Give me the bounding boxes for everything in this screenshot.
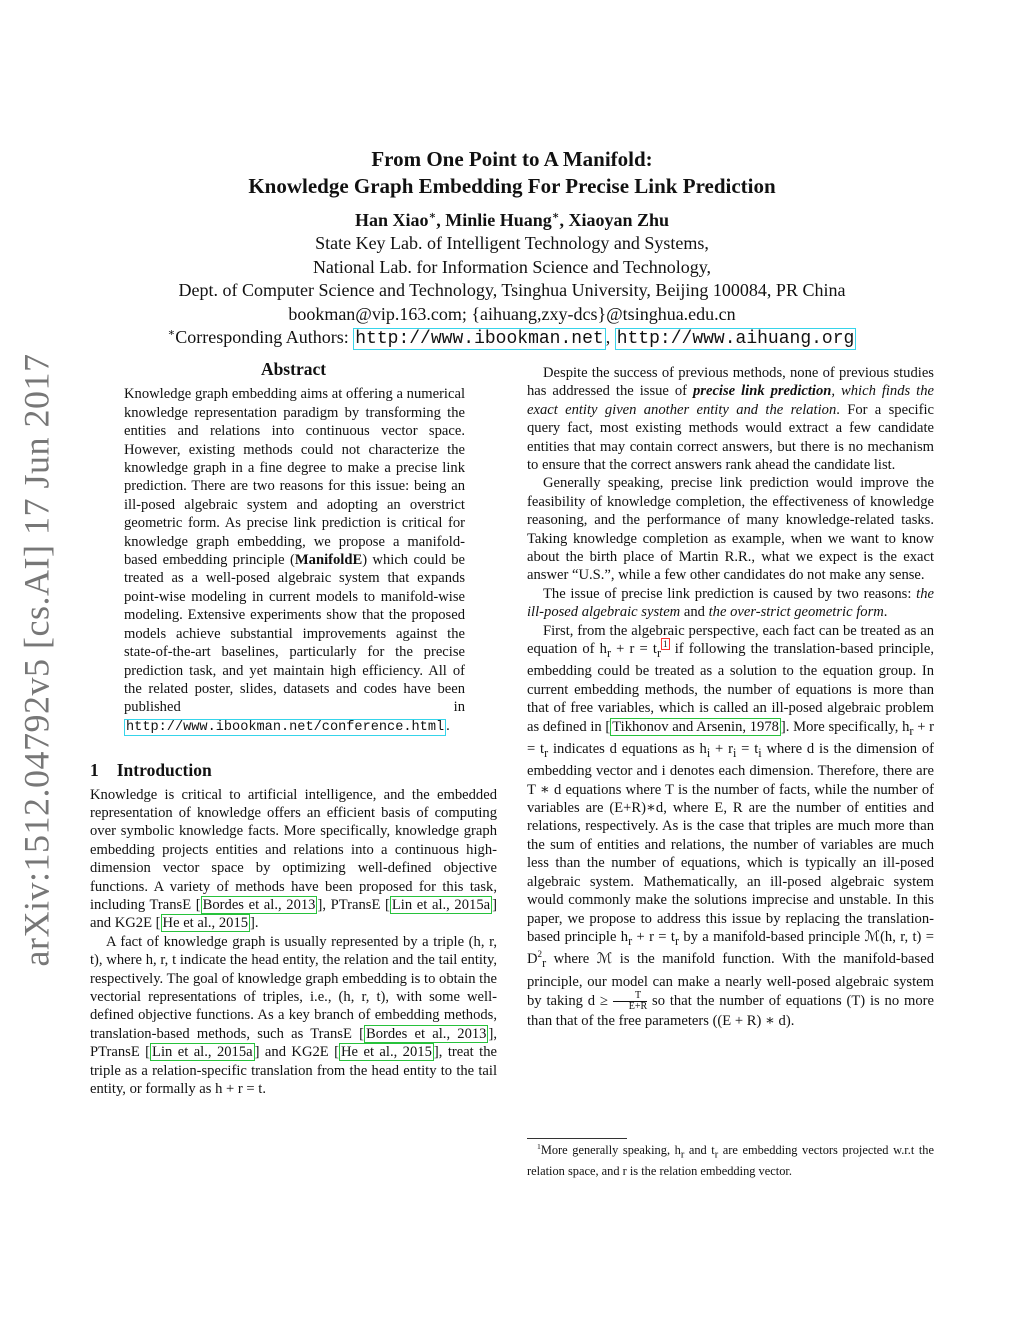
citation-bordes-2[interactable]: Bordes et al., 2013 <box>365 1025 487 1042</box>
right-paragraph-3: The issue of precise link prediction is caused by two reasons: the ill-posed algebraic system and the over-strict geometric form. <box>527 585 934 621</box>
paper-header <box>80 146 944 352</box>
corresponding-authors: ∗Corresponding Authors: http://www.ibookman.net , http://www.aihuang.org <box>167 327 855 349</box>
intro-paragraph-2: A fact of knowledge graph is usually represented by a triple (h, r, t), where h, r, t indicate the head entity, the relation and the tail entity, respectively. The goal of knowledge graph embedding is to obtain the vectorial representations of triples, i.e., (h, r, t), with some well-defined objective functions. As a key branch of embedding methods, translation-based methods, such as TransE [ Bordes et al., 2013 ], PTransE [ Lin et al., 2015a ] and KG2E [ He et al., 2015 ], treat the triple as a relation-specific translation from the head entity to the tail entity, or formally as h + r = t. <box>90 933 497 1098</box>
url-aihuang[interactable]: http://www.aihuang.org <box>616 329 855 349</box>
right-paragraph-1: Despite the success of previous methods, none of previous studies has addressed the issue of precise link prediction, which finds the exact entity given another entity and the relation. For a specific query fact, most existing methods would extract a few candidate entities that may contain correct answers, but there is no mechanism to ensure that the correct answers rank ahead the candidate list. <box>527 365 934 474</box>
right-paragraph-2: Generally speaking, precise link prediction would improve the feasibility of knowledge completion, the effectiveness of knowledge reasoning, and the performance of many knowledge-related tasks. Taking knowledge completion as example, when we want to know about the birth place of Martin R.R., what we expect is the exact answer “U.S.”, while a few other candidates do not make any sense. <box>527 475 934 584</box>
intro-paragraph-1: Knowledge is critical to artificial intelligence, and the embedded representation of knowledge offers an efficient basis of computing over symbolic knowledge facts. More specifically, knowledge graph embedding projects entities and relations into a continuous high-dimension vector space by optimizing well-defined objective functions. A variety of methods have been proposed for this task, including TransE [ Bordes et al., 2013 ], PTransE [ Lin et al., 2015a ] and KG2E [ He et al., 2015 ]. <box>90 786 497 932</box>
abstract-heading: Abstract <box>260 359 327 379</box>
affiliation-1: State Key Lab. of Intelligent Technology and Systems, <box>315 233 709 253</box>
right-paragraph-4: First, from the algebraic perspective, each fact can be treated as an equation of $h_r + r = t_r^1$ if following the translation-based principle, embedding could be treated as a solution to the equation group. In current embedding methods, the number of equations is more than that of free variables, which is called an ill-posed algebraic problem as defined in [ Tikhonov and Arsenin, 1978 ]. More specifically, $h_r + r = t_r$ indicates d equations as $h_i + r_i = t_i$ where d is the dimension of embedding vector and i denotes each dimension. Therefore, there are T ∗ d equations where T is the number of facts, while the number of variables are (E+R)∗d, where E, R are the number of entities and relations, respectively. As is the case that triples are much more than the sum of entities and relations, the number of variables are much less than the number of equations, which is typically an ill-posed algebraic system. Mathematically, an ill-posed algebraic system would commonly make the solutions imprecise and unstable. In this paper, we propose to address this issue by replacing the translation-based principle $h_r + r = t_r$ by a manifold-based principle ℳ(h, r, $t) = D^2_r$ where ℳ is the manifold function. With the manifold-based principle, our model can make a nearly well-posed algebraic system by taking d ≥ $\frac{T}{E+R}$ so that the number of equations (T) is no more than that of the free parameters ((E + R) ∗ d). <box>527 622 935 1029</box>
left-column <box>90 360 497 1098</box>
abstract-text: Knowledge graph embedding aims at offering a numerical knowledge representation paradigm by transforming the entities and relations into continuous vector space. However, existing methods could not characterize the knowledge graph in a fine degree to make a precise link prediction. There are two reasons for this issue: being an ill-posed algebraic system and adopting an overstrict geometric form. As precise link prediction is critical for knowledge graph embedding, we propose a manifold-based embedding principle (ManifoldE) which could be treated as a well-posed algebraic system that expands point-wise modeling in current models to manifold-wise modeling. Extensive experiments show that the proposed models achieve substantial improvements against the state-of-the-art baselines, particularly for the precise prediction task, and yet maintain high efficiency. All of the related poster, slides, datasets and codes have been published in http://www.ibookman.net/conference.html . <box>124 386 466 735</box>
section-heading-introduction: 1 Introduction <box>90 760 212 781</box>
arxiv-watermark: arXiv:1512.04792v5 [cs.AI] 17 Jun 2017 <box>16 353 56 967</box>
paper-title: From One Point to A Manifold: Knowledge Graph Embedding For Precise Link Prediction <box>248 147 776 198</box>
url-conference[interactable]: http://www.ibookman.net/conference.html <box>126 719 445 735</box>
right-column <box>527 364 934 1030</box>
citation-he[interactable]: He et al., 2015 <box>162 915 249 932</box>
url-ibookman[interactable]: http://www.ibookman.net <box>355 329 604 349</box>
citation-bordes[interactable]: Bordes et al., 2013 <box>202 896 316 913</box>
citation-lin-2[interactable]: Lin et al., 2015a <box>152 1044 253 1061</box>
citation-lin[interactable]: Lin et al., 2015a <box>391 896 491 913</box>
author-list: Han Xiao∗, Minlie Huang∗, Xiaoyan Zhu <box>354 210 669 230</box>
affiliation-2: National Lab. for Information Science and Technology, <box>312 256 712 277</box>
footnote-link[interactable]: 1 <box>663 639 668 650</box>
footnote-rule <box>527 1138 627 1139</box>
citation-tikhonov[interactable]: Tikhonov and Arsenin, 1978 <box>612 718 779 735</box>
footnote: $^1$More generally speaking, $h_r$ and $t_r$ are embedding vectors projected w.r.t the relation space, and r is the relation embedding vector. <box>527 1138 934 1179</box>
affiliation-3: Dept. of Computer Science and Technology, Tsinghua University, Beijing 100084, PR China <box>178 280 846 300</box>
emails: bookman@vip.163.com; {aihuang,zxy-dcs}@tsinghua.edu.cn <box>288 303 736 324</box>
citation-he-2[interactable]: He et al., 2015 <box>341 1044 432 1061</box>
